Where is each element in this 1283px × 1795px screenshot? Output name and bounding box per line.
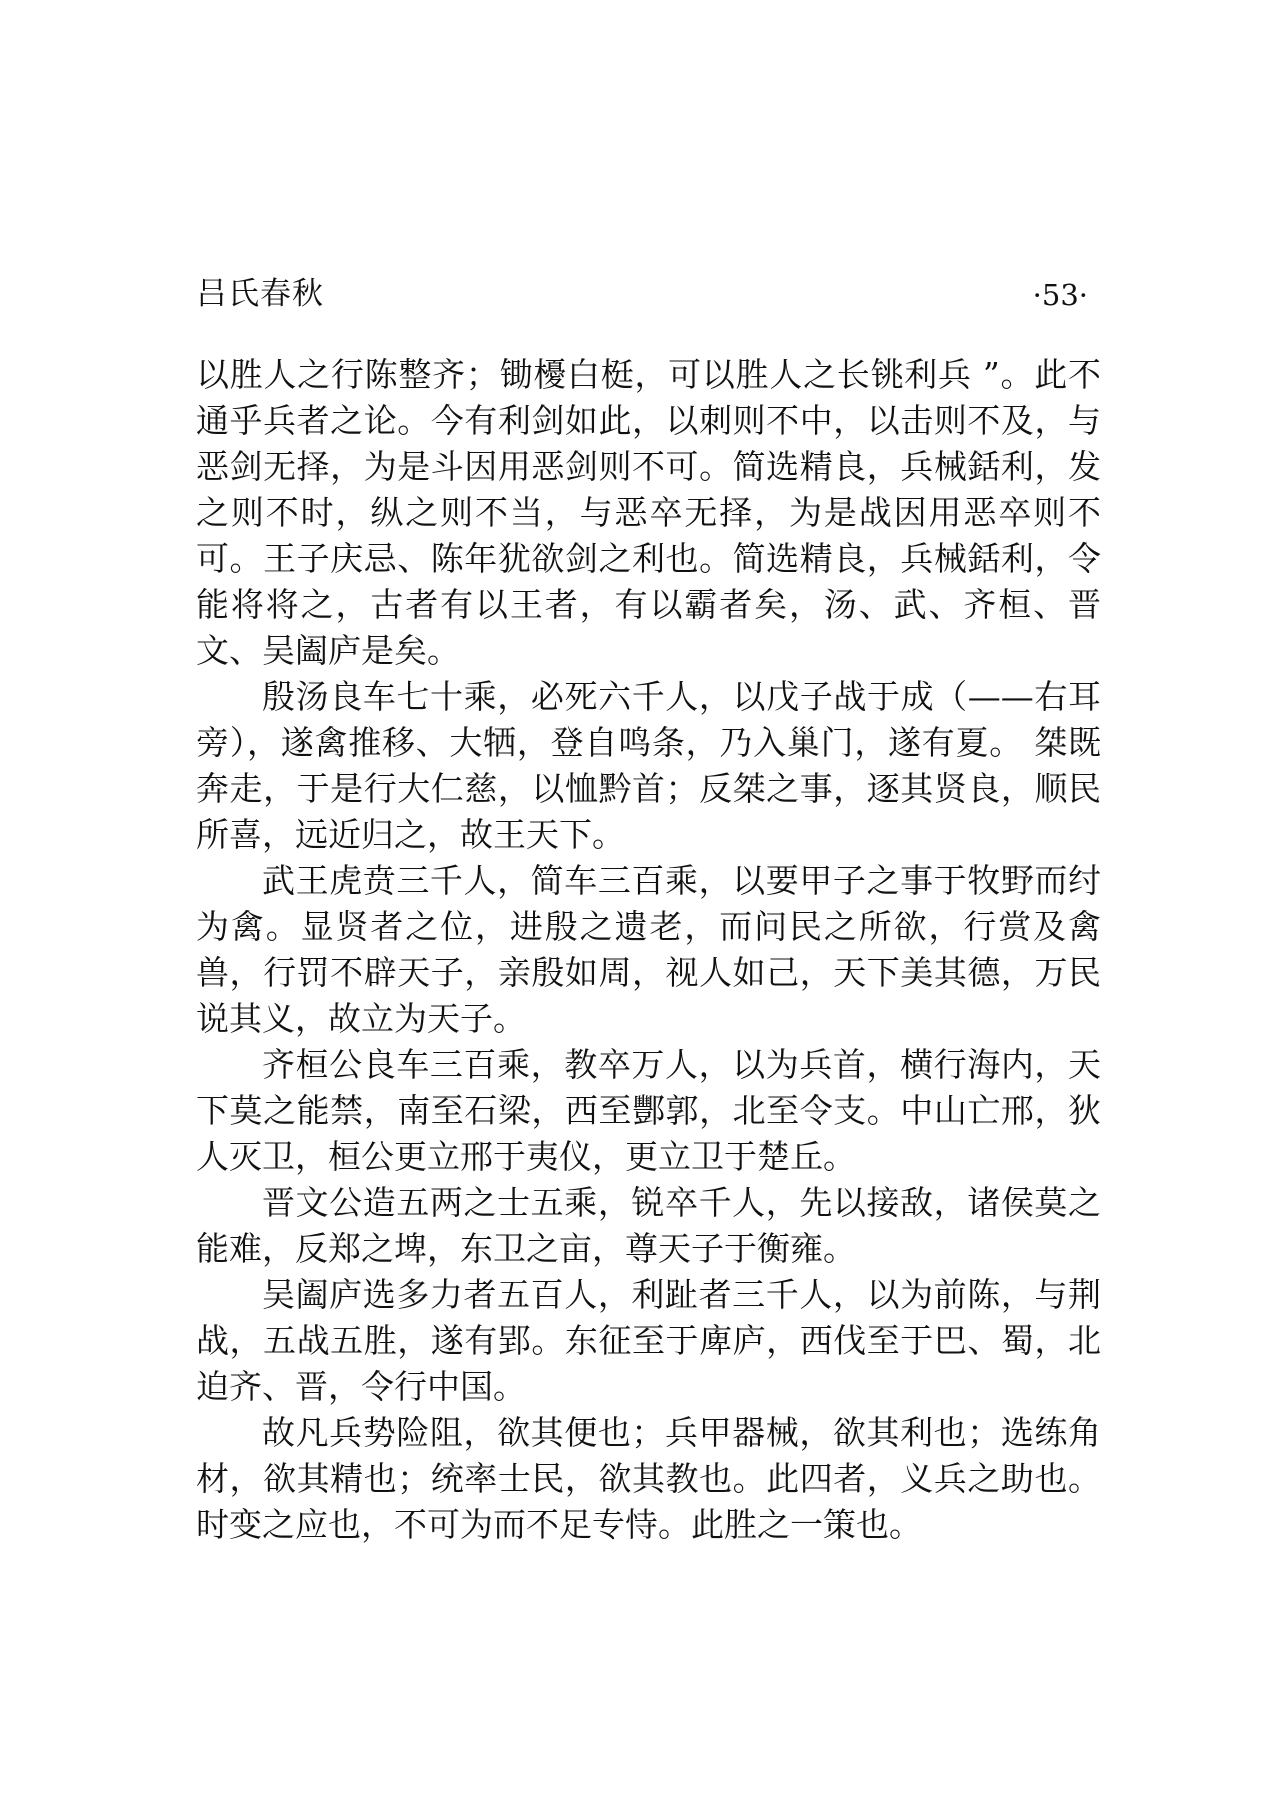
paragraph-conclusion: 故凡兵势险阻，欲其便也；兵甲器械，欲其利也；选练角材，欲其精也；统率士民，欲其教也。此四者，义兵之助也。时变之应也，不可为而不足专恃。此胜之一策也。 [196, 1413, 1101, 1544]
running-title: 吕氏春秋 [196, 276, 324, 312]
body-text [196, 352, 1101, 1548]
page-number: ·53· [1032, 278, 1088, 312]
paragraph-qi-huan-gong: 齐桓公良车三百乘，教卒万人，以为兵首，横行海内，天下莫之能禁，南至石梁，西至酆郭，北至令支。中山亡邢，狄人灭卫，桓公更立邢于夷仪，更立卫于楚丘。 [196, 1045, 1101, 1176]
paragraph-jin-wen-gong: 晋文公造五两之士五乘，锐卒千人，先以接敌，诸侯莫之能难，反郑之埤，东卫之亩，尊天子于衡雍。 [196, 1183, 1101, 1268]
paragraph-continued: 以胜人之行陈整齐；锄櫌白梃，可以胜人之长铫利兵 ”。此不通乎兵者之论。今有利剑如此，以刺则不中，以击则不及，与恶剑无择，为是斗因用恶剑则不可。简选精良，兵械銛利，发之则不时，纵之则不当，与恶卒无择，为是战因用恶卒则不可。王子庆忌、陈年犹欲剑之利也。简选精良，兵械銛利，令能将将之，古者有以王者，有以霸者矣，汤、武、齐桓、晋文、吴阖庐是矣。 [196, 355, 1101, 670]
paragraph-yin-tang: 殷汤良车七十乘，必死六千人，以戊子战于成（——右耳旁），遂禽推移、大牺，登自鸣条，乃入巢门，遂有夏。 桀既奔走，于是行大仁慈，以恤黔首；反桀之事，逐其贤良，顺民所喜，远近归之，故王天下。 [196, 677, 1101, 854]
paragraph-wu-wang: 武王虎贲三千人，简车三百乘，以要甲子之事于牧野而纣为禽。显贤者之位，进殷之遗老，而问民之所欲，行赏及禽兽，行罚不辟天子，亲殷如周，视人如己，天下美其德，万民说其义，故立为天子。 [196, 861, 1101, 1038]
paragraph-wu-he-lu: 吴阖庐选多力者五百人，利趾者三千人，以为前陈，与荆战，五战五胜，遂有郢。东征至于庳庐，西伐至于巴、蜀，北迫齐、晋，令行中国。 [196, 1275, 1101, 1406]
